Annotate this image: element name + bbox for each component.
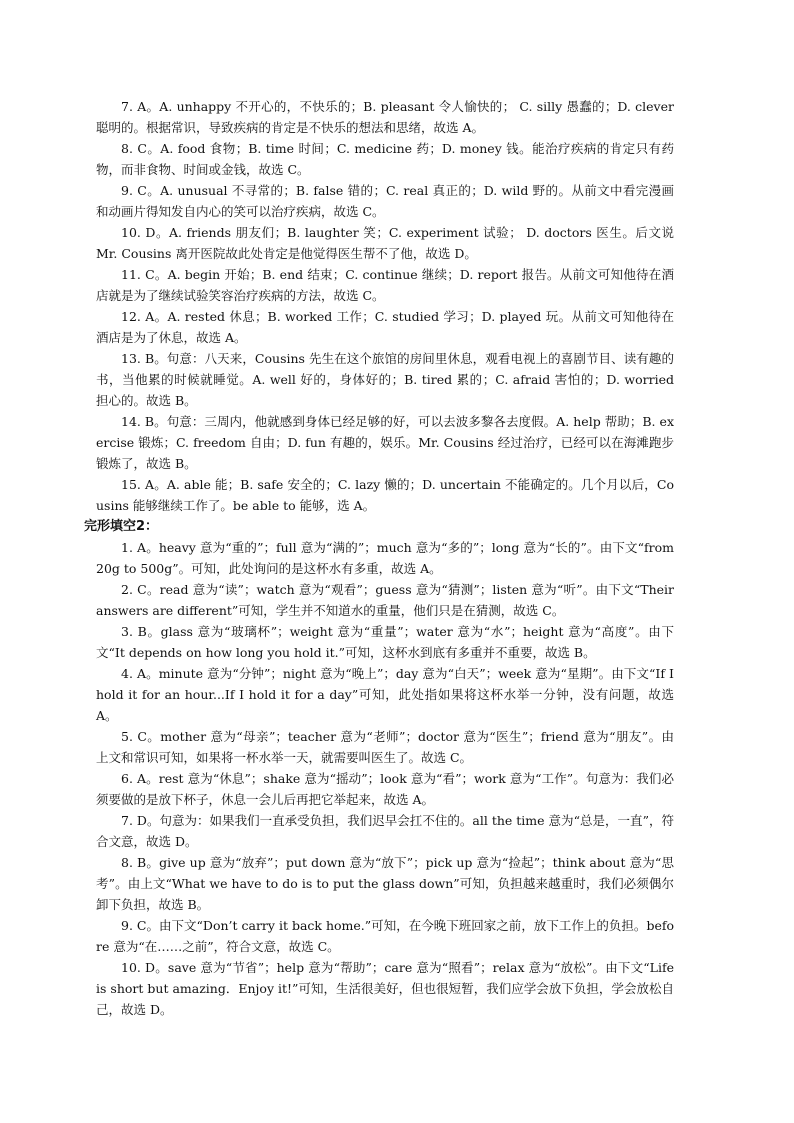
explanation-item-11: 11. C。A. begin 开始；B. end 结束；C. continue 继续；D. report 报告。从前文可知他待在酒店就是为了继续试验笑容治疗疾病的方法，故选 C。 [96, 267, 674, 303]
explanation-item-8: 8. C。A. food 食物；B. time 时间；C. medicine 药；D. money 钱。能治疗疾病的肯定只有药物，而非食物、时间或金钱，故选 C。 [96, 141, 674, 177]
explanation-item-12: 12. A。A. rested 休息；B. worked 工作；C. studied 学习；D. played 玩。从前文可知他待在酒店是为了休息，故选 A。 [96, 309, 674, 345]
explanation-item-10: 10. D。A. friends 朋友们；B. laughter 笑；C. experiment 试验； D. doctors 医生。后文说 Mr. Cousins 离开医院故此处肯定是他觉得医生帮不了他，故选 D。 [96, 225, 674, 261]
section-heading-cloze-2: 完形填空2： [84, 519, 159, 534]
cloze2-item-8: 8. B。give up 意为“放弃”；put down 意为“放下”；pick up 意为“捡起”；think about 意为“思考”。由上文“What we have to do is to put the glass down”可知，负担越来越重时，我们必须偶尔卸下负担，故选 B。 [96, 855, 674, 912]
cloze2-item-6: 6. A。rest 意为“休息”；shake 意为“摇动”；look 意为“看”；work 意为“工作”。句意为：我们必须要做的是放下杯子，休息一会儿后再把它举起来，故选 A。 [96, 771, 674, 807]
explanation-item-14: 14. B。句意：三周内，他就感到身体已经足够的好，可以去波多黎各去度假。A. help 帮助；B. exercise 锻炼；C. freedom 自由；D. fun 有趣的，娱乐。Mr. Cousins 经过治疗，已经可以在海滩跑步锻炼了，故选 B。 [96, 414, 674, 471]
cloze2-item-5: 5. C。mother 意为“母亲”；teacher 意为“老师”；doctor 意为“医生”；friend 意为“朋友”。由上文和常识可知，如果将一杯水举一天，就需要叫医生了。故选 C。 [96, 729, 674, 765]
explanation-item-9: 9. C。A. unusual 不寻常的；B. false 错的；C. real 真正的；D. wild 野的。从前文中看完漫画和动画片得知发自内心的笑可以治疗疾病，故选 C。 [96, 183, 674, 219]
cloze2-item-9: 9. C。由下文“Don’t carry it back home.”可知，在今晚下班回家之前，放下工作上的负担。before 意为“在……之前”，符合文意，故选 C。 [96, 918, 674, 954]
explanation-item-13: 13. B。句意：八天来，Cousins 先生在这个旅馆的房间里休息，观看电视上的喜剧节目、读有趣的书，当他累的时候就睡觉。A. well 好的，身体好的；B. tired 累的；C. afraid 害怕的；D. worried 担心的。故选 B。 [96, 351, 674, 408]
explanation-item-15: 15. A。A. able 能；B. safe 安全的；C. lazy 懒的；D. uncertain 不能确定的。几个月以后，Cousins 能够继续工作了。be able to 能够，选 A。 [96, 477, 674, 513]
cloze2-item-2: 2. C。read 意为“读”；watch 意为“观看”；guess 意为“猜测”；listen 意为“听”。由下文“Their answers are different”可知，学生并不知道水的重量，他们只是在猜测，故选 C。 [96, 582, 674, 618]
cloze2-item-7: 7. D。句意为：如果我们一直承受负担，我们迟早会扛不住的。all the time 意为“总是，一直”，符合文意，故选 D。 [96, 813, 674, 849]
cloze2-item-3: 3. B。glass 意为“玻璃杯”；weight 意为“重量”；water 意为“水”；height 意为“高度”。由下文“It depends on how long you hold it.”可知，这杯水到底有多重并不重要，故选 B。 [96, 624, 674, 660]
explanation-item-7: 7. A。A. unhappy 不开心的，不快乐的；B. pleasant 令人愉快的； C. silly 愚蠢的；D. clever 聪明的。根据常识，导致疾病的肯定是不快乐的想法和思绪，故选 A。 [96, 99, 674, 135]
answer-explanations [84, 96, 674, 1020]
cloze2-item-1: 1. A。heavy 意为“重的”；full 意为“满的”；much 意为“多的”；long 意为“长的”。由下文“from 20g to 500g”。可知，此处询问的是这杯水有多重，故选 A。 [96, 540, 674, 576]
cloze2-item-4: 4. A。minute 意为“分钟”；night 意为“晚上”；day 意为“白天”；week 意为“星期”。由下文“If I hold it for an hour...If I hold it for a day”可知，此处指如果将这杯水举一分钟，没有问题，故选 A。 [96, 666, 674, 723]
cloze2-item-10: 10. D。save 意为“节省”；help 意为“帮助”；care 意为“照看”；relax 意为“放松”。由下文“Life is short but amazing．Enjoy it!”可知，生活很美好，但也很短暂，我们应学会放下负担，学会放松自己，故选 D。 [96, 960, 674, 1017]
